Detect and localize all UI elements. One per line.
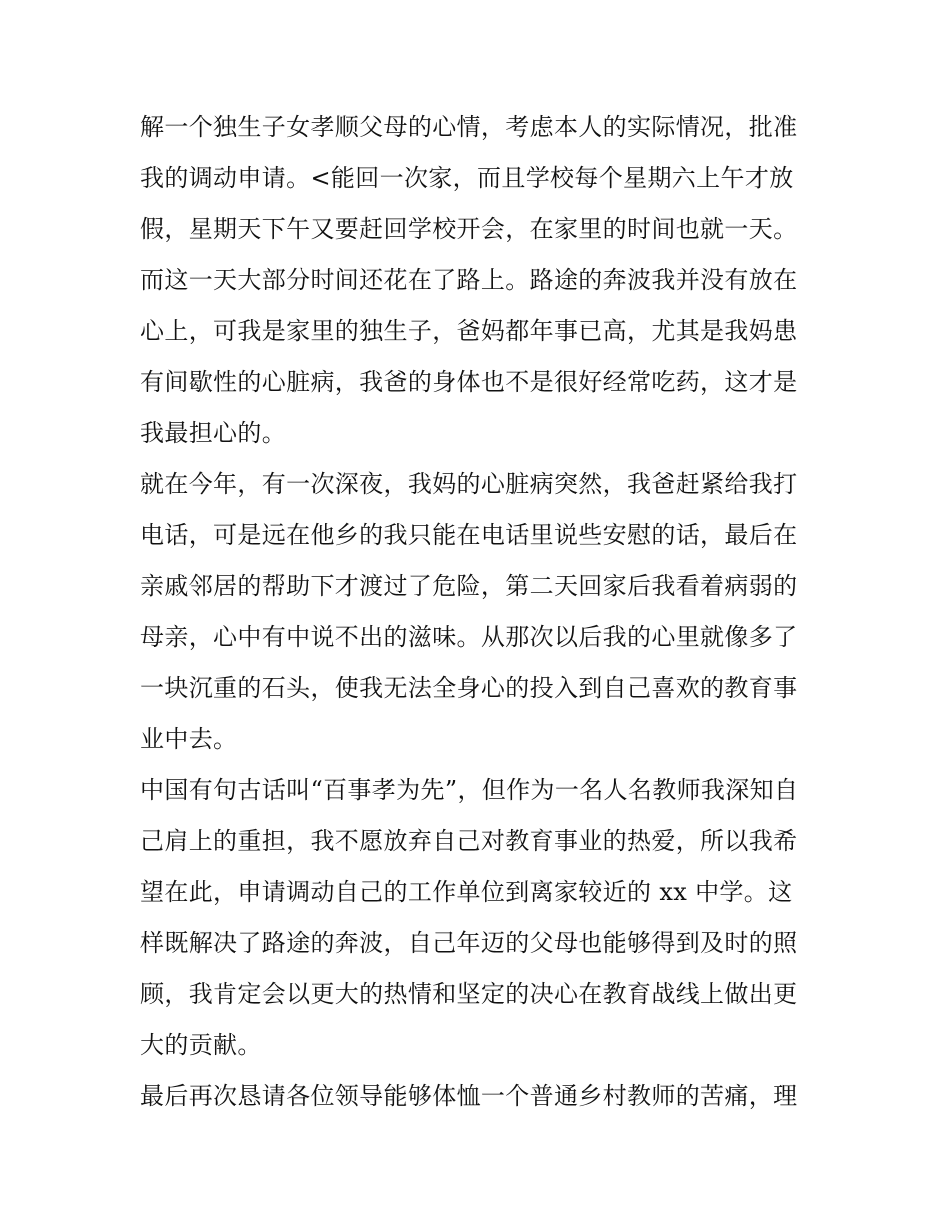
text-line: 一块沉重的石头，使我无法全身心的投入到自己喜欢的教育事 xyxy=(140,674,798,702)
text-line: 己肩上的重担，我不愿放弃自己对教育事业的热爱，所以我希 xyxy=(140,827,798,855)
text-line: 业中去。 xyxy=(140,725,238,753)
text-line: 我最担心的。 xyxy=(140,419,287,447)
text-line: 电话，可是远在他乡的我只能在电话里说些安慰的话，最后在 xyxy=(140,521,798,549)
text-line: 最后再次恳请各位领导能够体恤一个普通乡村教师的苦痛，理 xyxy=(140,1082,798,1110)
text-line: 望在此，申请调动自己的工作单位到离家较近的 xx 中学。这 xyxy=(140,878,793,906)
document-body xyxy=(140,102,840,1122)
text-line: 顾，我肯定会以更大的热情和坚定的决心在教育战线上做出更 xyxy=(140,980,798,1008)
text-line: 解一个独生子女孝顺父母的心情，考虑本人的实际情况，批准 xyxy=(140,113,798,141)
text-line: 亲戚邻居的帮助下才渡过了危险，第二天回家后我看着病弱的 xyxy=(140,572,798,600)
text-line: 中国有句古话叫“百事孝为先”，但作为一名人名教师我深知自 xyxy=(140,776,799,804)
text-line: 样既解决了路途的奔波，自己年迈的父母也能够得到及时的照 xyxy=(140,929,798,957)
text-line: 假，星期天下午又要赶回学校开会，在家里的时间也就一天。 xyxy=(140,215,798,243)
text-line: 母亲，心中有中说不出的滋味。从那次以后我的心里就像多了 xyxy=(140,623,798,651)
text-line: 大的贡献。 xyxy=(140,1031,262,1059)
text-line: 我的调动申请。<能回一次家，而且学校每个星期六上午才放 xyxy=(140,164,794,192)
text-line: 就在今年，有一次深夜，我妈的心脏病突然，我爸赶紧给我打 xyxy=(140,470,798,498)
text-line: 有间歇性的心脏病，我爸的身体也不是很好经常吃药，这才是 xyxy=(140,368,798,396)
text-line: 而这一天大部分时间还花在了路上。路途的奔波我并没有放在 xyxy=(140,266,798,294)
text-line: 心上，可我是家里的独生子，爸妈都年事已高，尤其是我妈患 xyxy=(140,317,798,345)
